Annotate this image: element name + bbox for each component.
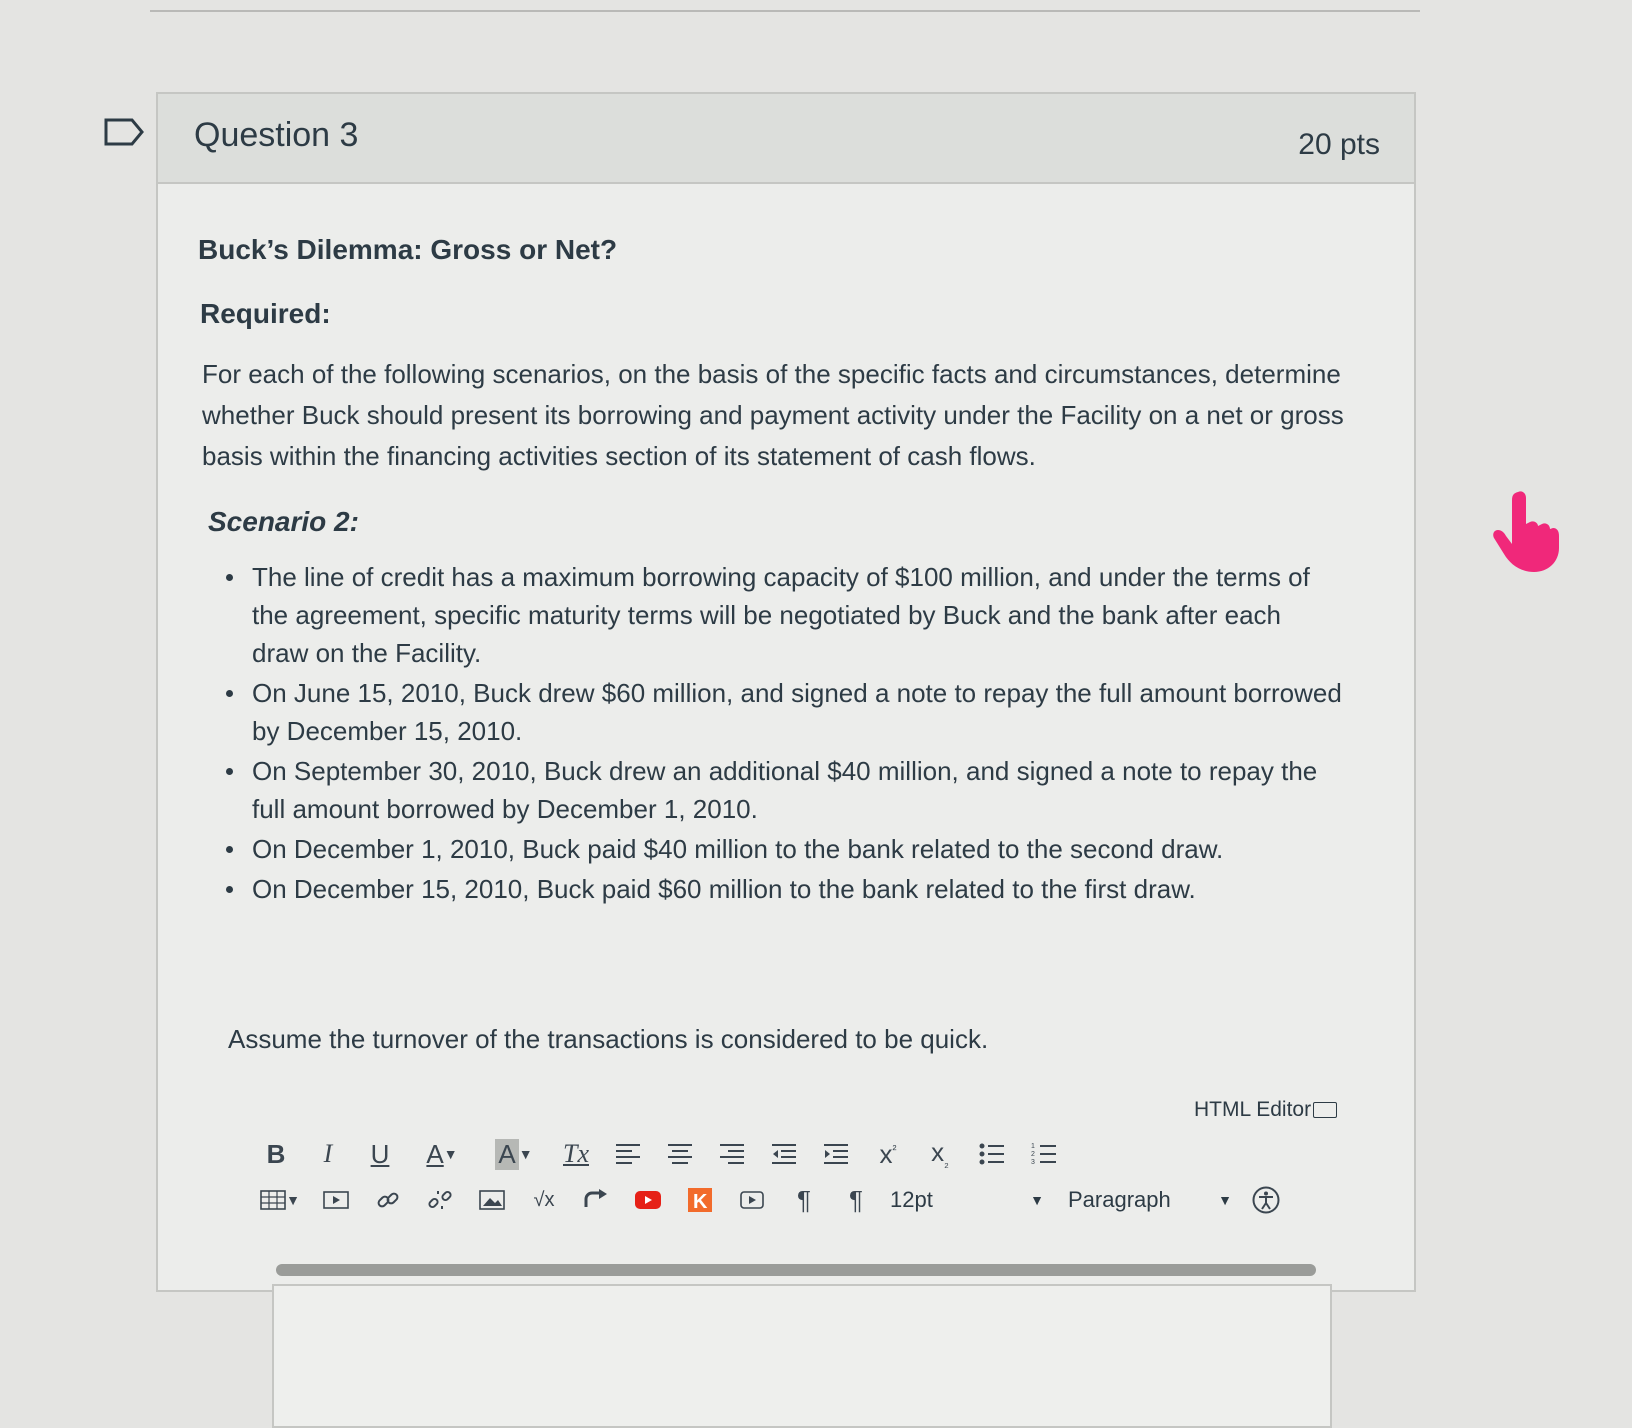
- scenario-label: Scenario 2:: [208, 506, 359, 537]
- list-item: The line of credit has a maximum borrowing capacity of $100 million, and under the terms of the agreement, specific maturity terms will be negotiated by Buck and the bank after each draw on the Facility.: [222, 558, 1342, 672]
- align-right-icon: [719, 1143, 745, 1165]
- bullet-list-icon: [979, 1143, 1005, 1165]
- outdent-button[interactable]: [758, 1134, 810, 1174]
- align-center-button[interactable]: [654, 1134, 706, 1174]
- align-center-icon: [667, 1143, 693, 1165]
- accessibility-icon: [1252, 1186, 1280, 1214]
- video-play-icon: [740, 1190, 764, 1210]
- list-item: On September 30, 2010, Buck drew an additional $40 million, and signed a note to repay the full amount borrowed by December 1, 2010.: [222, 752, 1342, 828]
- media-icon: [323, 1190, 349, 1210]
- align-left-button[interactable]: [602, 1134, 654, 1174]
- youtube-button[interactable]: [622, 1180, 674, 1220]
- numbered-list-icon: [1031, 1142, 1057, 1166]
- font-size-select[interactable]: [882, 1180, 1052, 1220]
- subscript-button[interactable]: [914, 1134, 966, 1174]
- square-root-icon: √x: [533, 1188, 555, 1211]
- pilcrow-rtl-icon: ¶: [849, 1184, 863, 1215]
- accessibility-checker-button[interactable]: [1240, 1180, 1292, 1220]
- block-format-value: Paragraph: [1068, 1187, 1171, 1212]
- numbered-list-button[interactable]: [1018, 1134, 1070, 1174]
- bullet-icon: [226, 574, 233, 581]
- case-heading: Buck’s Dilemma: Gross or Net?: [198, 234, 618, 265]
- bold-button[interactable]: [250, 1134, 302, 1174]
- bullet-icon: [226, 768, 233, 775]
- kaltura-k-icon: [688, 1188, 712, 1212]
- youtube-icon: [635, 1190, 661, 1210]
- align-left-icon: [615, 1143, 641, 1165]
- bullet-icon: [226, 886, 233, 893]
- toolbar-row-2: [250, 1180, 1292, 1220]
- chevron-down-icon: ▼: [1030, 1192, 1044, 1208]
- svg-text:3: 3: [1031, 1159, 1035, 1166]
- video-button[interactable]: [726, 1180, 778, 1220]
- table-icon: [260, 1190, 286, 1210]
- svg-text:2: 2: [1031, 1151, 1035, 1158]
- html-editor-link[interactable]: [1194, 1098, 1337, 1122]
- list-item: On December 1, 2010, Buck paid $40 million to the bank related to the second draw.: [222, 830, 1342, 868]
- svg-text:K: K: [693, 1191, 708, 1212]
- pilcrow-ltr-icon: ¶: [797, 1184, 811, 1215]
- ltr-direction-button[interactable]: [778, 1180, 830, 1220]
- text-color-icon: A: [426, 1138, 444, 1169]
- outdent-icon: [771, 1143, 797, 1165]
- background-color-button[interactable]: [478, 1134, 550, 1174]
- kaltura-button[interactable]: [674, 1180, 726, 1220]
- underline-icon: U: [370, 1138, 390, 1169]
- indent-button[interactable]: [810, 1134, 862, 1174]
- embed-media-button[interactable]: [310, 1180, 362, 1220]
- bookmark-flag-icon[interactable]: [104, 118, 144, 146]
- bullet-icon: [226, 846, 233, 853]
- link-button[interactable]: [362, 1180, 414, 1220]
- chevron-down-icon: ▼: [518, 1146, 533, 1162]
- indent-icon: [823, 1143, 849, 1165]
- image-icon: [479, 1190, 505, 1210]
- chevron-down-icon: ▼: [1218, 1192, 1232, 1208]
- question-card: [156, 92, 1416, 1292]
- html-editor-label: HTML Editor: [1194, 1098, 1312, 1121]
- bold-icon: B: [266, 1138, 286, 1169]
- assumption-text: Assume the turnover of the transactions is considered to be quick.: [228, 1024, 989, 1054]
- toolbar-row-1: [250, 1134, 1070, 1174]
- clear-formatting-icon: Tx: [563, 1139, 589, 1168]
- answer-text-editor[interactable]: [272, 1284, 1332, 1428]
- link-icon: [376, 1188, 400, 1212]
- block-format-select[interactable]: [1060, 1180, 1240, 1220]
- unlink-icon: [428, 1188, 452, 1212]
- question-header: [158, 94, 1414, 184]
- question-title: Question 3: [194, 116, 359, 154]
- align-right-button[interactable]: [706, 1134, 758, 1174]
- chevron-down-icon: ▼: [443, 1146, 458, 1162]
- superscript-icon: $x^{^2}$: [879, 1138, 897, 1169]
- list-item: On June 15, 2010, Buck drew $60 million, and signed a note to repay the full amount borrowed by December 15, 2010.: [222, 674, 1342, 750]
- list-item: On December 15, 2010, Buck paid $60 million to the bank related to the first draw.: [222, 870, 1342, 908]
- clear-formatting-button[interactable]: [550, 1134, 602, 1174]
- question-points: 20 pts: [1298, 128, 1380, 161]
- svg-text:1: 1: [1031, 1143, 1035, 1150]
- arrow-right-icon: [583, 1189, 609, 1211]
- toolbar-scrollbar[interactable]: [276, 1264, 1316, 1276]
- keyboard-icon: [1313, 1102, 1337, 1118]
- unlink-button[interactable]: [414, 1180, 466, 1220]
- bullet-list-button[interactable]: [966, 1134, 1018, 1174]
- chevron-down-icon: ▼: [286, 1192, 300, 1208]
- subscript-icon: $x_{_2}$: [931, 1137, 949, 1171]
- background-color-icon: A: [495, 1139, 518, 1170]
- insert-image-button[interactable]: [466, 1180, 518, 1220]
- bullet-icon: [226, 690, 233, 697]
- italic-button[interactable]: [302, 1134, 354, 1174]
- apps-button[interactable]: [570, 1180, 622, 1220]
- top-divider: [150, 10, 1420, 12]
- instructions-paragraph: For each of the following scenarios, on the basis of the specific facts and circumstances, determine whether Buck should present its borrowing and payment activity under the Facility on a net or gross basis within the financing activities section of its statement of cash flows.: [202, 359, 1344, 471]
- equation-button[interactable]: [518, 1180, 570, 1220]
- underline-button[interactable]: [354, 1134, 406, 1174]
- pointer-hand-icon: [1490, 488, 1560, 574]
- required-label: Required:: [200, 298, 331, 329]
- italic-icon: I: [323, 1139, 333, 1168]
- superscript-button[interactable]: [862, 1134, 914, 1174]
- font-size-value: 12pt: [890, 1187, 933, 1212]
- table-button[interactable]: [250, 1180, 310, 1220]
- scenario-bullet-list: [222, 558, 1342, 910]
- rtl-direction-button[interactable]: [830, 1180, 882, 1220]
- text-color-button[interactable]: [406, 1134, 478, 1174]
